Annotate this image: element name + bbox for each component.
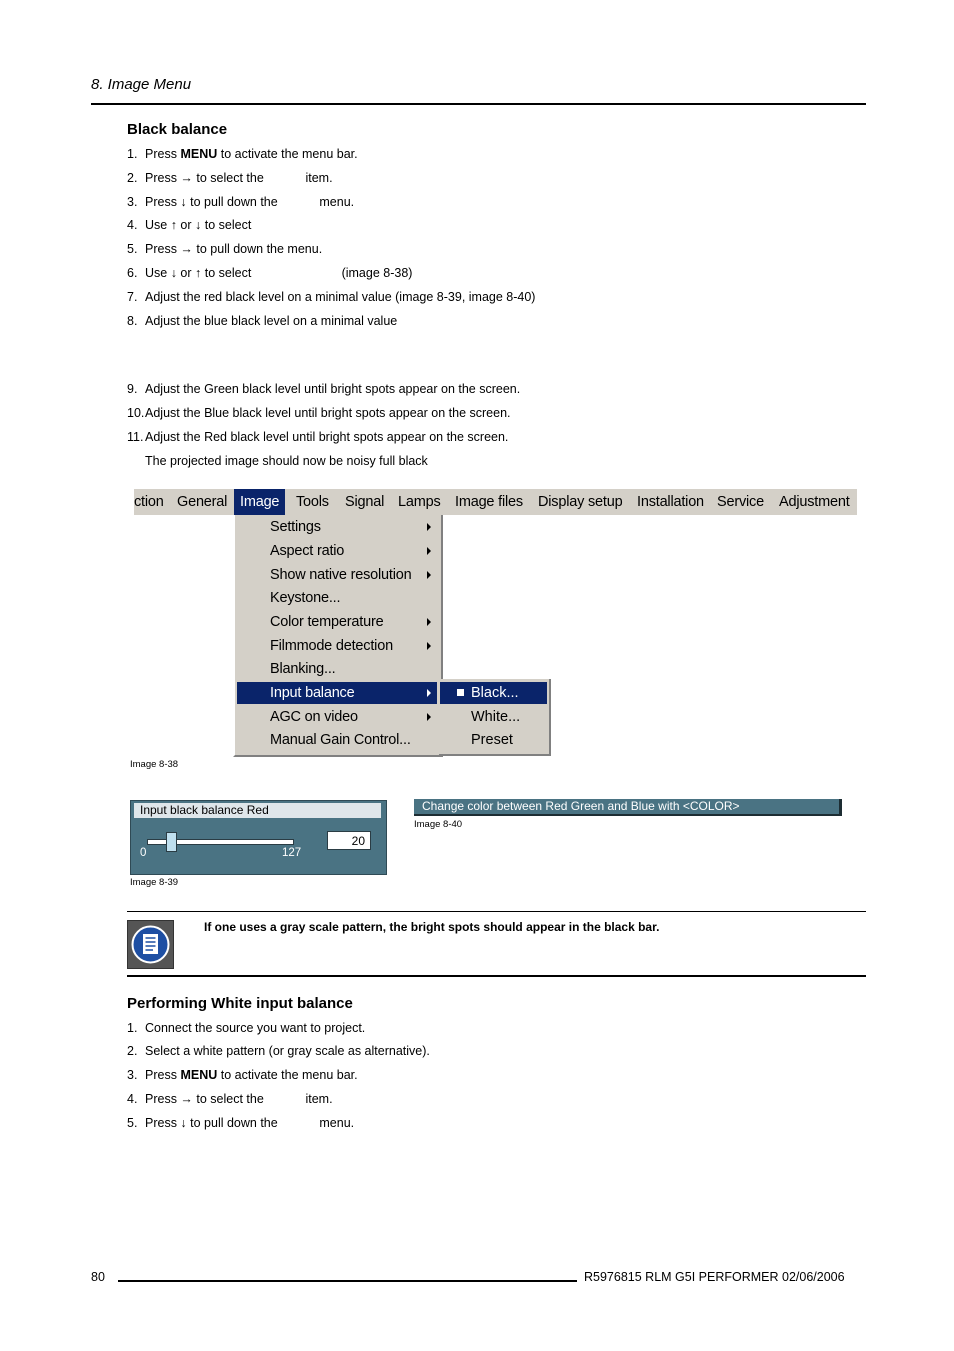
menu-option-filmmode-detection[interactable]: Filmmode detection [237,635,437,657]
image-caption: Image 8-39 [130,877,179,888]
header-rule [91,103,866,105]
input-balance-submenu [439,679,551,756]
submenu-arrow-icon [427,642,431,650]
footer-rule [118,1280,577,1282]
submenu-option-white[interactable]: White... [471,709,521,725]
menu-option-blanking[interactable]: Blanking... [270,661,336,677]
menu-item-general[interactable]: General [177,494,228,510]
section-heading-black-balance: Black balance [127,121,228,138]
menu-item-lamps[interactable]: Lamps [398,494,441,510]
menu-option-settings[interactable]: Settings [237,516,437,538]
submenu-option-preset[interactable]: Preset [471,732,513,748]
image-caption: Image 8-38 [130,759,179,770]
submenu-arrow-icon [427,689,431,697]
submenu-arrow-icon [427,618,431,626]
section-heading-white-input-balance: Performing White input balance [127,995,353,1012]
running-header: 8. Image Menu [91,76,192,93]
image-dropdown-menu [233,515,443,757]
submenu-arrow-icon [427,713,431,721]
menu-item-image[interactable]: Image [234,489,285,515]
page-number: 80 [91,1270,105,1284]
menu-item-installation[interactable]: Installation [637,494,704,510]
menu-option-color-temperature[interactable]: Color temperature [237,611,437,633]
dialog-title: Input black balance Red [134,803,381,818]
submenu-option-black[interactable]: Black... [440,682,547,704]
menu-option-aspect-ratio[interactable]: Aspect ratio [237,540,437,562]
menu-item-tools[interactable]: Tools [296,494,329,510]
menu-option-keystone[interactable]: Keystone... [270,590,341,606]
note-rule [127,975,866,977]
menu-option-input-balance[interactable]: Input balance [237,682,437,704]
menu-item-image-files[interactable]: Image files [455,494,523,510]
slider-thumb[interactable] [166,832,177,852]
color-hint-bar: Change color between Red Green and Blue with <COLOR> [414,799,842,816]
image-caption: Image 8-40 [414,819,463,830]
submenu-arrow-icon [427,571,431,579]
menu-item-display-setup[interactable]: Display setup [538,494,623,510]
note-rule [127,911,866,912]
note-icon [127,920,174,969]
menu-item-adjustment[interactable]: Adjustment [779,494,850,510]
submenu-arrow-icon [427,547,431,555]
menu-option-agc-on-video[interactable]: AGC on video [237,706,437,728]
step-result-text: The projected image should now be noisy full black [145,454,428,468]
slider-min-label: 0 [140,847,147,859]
menu-item-signal[interactable]: Signal [345,494,385,510]
menu-item-service[interactable]: Service [717,494,764,510]
slider-max-label: 127 [282,847,302,859]
menu-bar [134,489,857,515]
menu-item-action[interactable]: ction [134,494,164,510]
menu-option-manual-gain-control[interactable]: Manual Gain Control... [270,732,411,748]
submenu-arrow-icon [427,523,431,531]
menu-option-show-native-resolution[interactable]: Show native resolution [237,564,437,586]
value-field[interactable]: 20 [327,831,371,850]
document-reference: R5976815 RLM G5I PERFORMER 02/06/2006 [584,1270,845,1284]
input-black-balance-dialog [130,800,387,875]
bullet-icon [457,689,464,696]
note-text: If one uses a gray scale pattern, the bright spots should appear in the black bar. [204,920,660,934]
